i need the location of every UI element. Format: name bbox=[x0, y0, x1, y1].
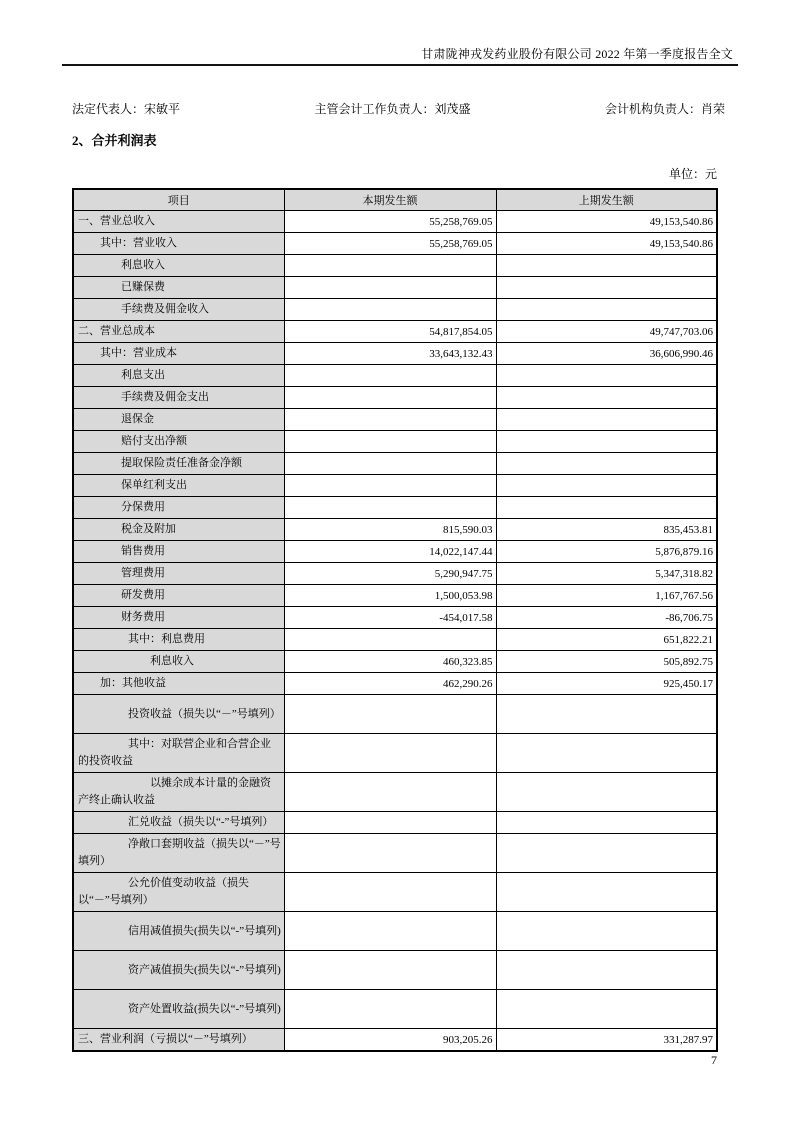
item-label-cell: 加：其他收益 bbox=[73, 673, 284, 695]
table-row bbox=[73, 990, 717, 1029]
prior-period-value-cell bbox=[496, 255, 717, 277]
table-row bbox=[73, 321, 717, 343]
current-period-value-cell: 14,022,147.44 bbox=[284, 541, 496, 563]
table-row bbox=[73, 673, 717, 695]
prior-period-value-cell bbox=[496, 497, 717, 519]
item-label-cell: 其中：营业收入 bbox=[73, 233, 284, 255]
current-period-value-cell bbox=[284, 951, 496, 990]
item-label-cell: 其中：对联营企业和合营企业的投资收益 bbox=[73, 734, 284, 773]
current-period-value-cell: 460,323.85 bbox=[284, 651, 496, 673]
current-period-value-cell bbox=[284, 365, 496, 387]
table-row bbox=[73, 519, 717, 541]
table-row bbox=[73, 343, 717, 365]
table-header-row bbox=[73, 189, 717, 211]
current-period-value-cell bbox=[284, 475, 496, 497]
unit-label: 单位：元 bbox=[668, 167, 717, 181]
prior-period-value-cell: 651,822.21 bbox=[496, 629, 717, 651]
item-label-cell: 税金及附加 bbox=[73, 519, 284, 541]
table-row bbox=[73, 734, 717, 773]
prior-period-value-cell bbox=[496, 990, 717, 1029]
prior-period-value-cell: 49,153,540.86 bbox=[496, 211, 717, 233]
prior-period-value-cell: 925,450.17 bbox=[496, 673, 717, 695]
table-row bbox=[73, 475, 717, 497]
item-label-cell: 手续费及佣金收入 bbox=[73, 299, 284, 321]
current-period-value-cell: 1,500,053.98 bbox=[284, 585, 496, 607]
item-label-cell: 销售费用 bbox=[73, 541, 284, 563]
current-period-value-cell bbox=[284, 255, 496, 277]
table-header bbox=[73, 189, 717, 211]
table-row bbox=[73, 563, 717, 585]
table-row bbox=[73, 585, 717, 607]
prior-period-value-cell: 331,287.97 bbox=[496, 1029, 717, 1052]
accounting-office-head-label: 会计机构负责人：肖荣 bbox=[604, 102, 725, 116]
prior-period-value-cell bbox=[496, 453, 717, 475]
current-period-value-cell bbox=[284, 695, 496, 734]
item-label-cell: 其中：营业成本 bbox=[73, 343, 284, 365]
current-period-value-cell bbox=[284, 812, 496, 834]
current-period-value-cell bbox=[284, 912, 496, 951]
prior-period-value-cell bbox=[496, 475, 717, 497]
table-row bbox=[73, 431, 717, 453]
table-row bbox=[73, 812, 717, 834]
current-period-value-cell: -454,017.58 bbox=[284, 607, 496, 629]
table-row bbox=[73, 607, 717, 629]
prior-period-value-cell: 36,606,990.46 bbox=[496, 343, 717, 365]
item-label-cell: 投资收益（损失以“－”号填列） bbox=[73, 695, 284, 734]
prior-period-value-cell: 5,876,879.16 bbox=[496, 541, 717, 563]
current-period-value-cell bbox=[284, 873, 496, 912]
table-row bbox=[73, 453, 717, 475]
item-label-cell: 利息支出 bbox=[73, 365, 284, 387]
prior-period-value-cell bbox=[496, 812, 717, 834]
current-period-value-cell bbox=[284, 990, 496, 1029]
prior-period-value-cell: 1,167,767.56 bbox=[496, 585, 717, 607]
prior-period-value-cell bbox=[496, 409, 717, 431]
current-period-value-cell: 54,817,854.05 bbox=[284, 321, 496, 343]
item-label-cell: 利息收入 bbox=[73, 255, 284, 277]
column-header-item: 项目 bbox=[73, 189, 284, 211]
item-label-cell: 已赚保费 bbox=[73, 277, 284, 299]
item-label-cell: 分保费用 bbox=[73, 497, 284, 519]
prior-period-value-cell bbox=[496, 431, 717, 453]
current-period-value-cell bbox=[284, 773, 496, 812]
table-row bbox=[73, 834, 717, 873]
current-period-value-cell bbox=[284, 277, 496, 299]
current-period-value-cell bbox=[284, 734, 496, 773]
signatories-row bbox=[72, 100, 725, 117]
prior-period-value-cell bbox=[496, 773, 717, 812]
current-period-value-cell bbox=[284, 431, 496, 453]
item-label-cell: 财务费用 bbox=[73, 607, 284, 629]
prior-period-value-cell: 49,153,540.86 bbox=[496, 233, 717, 255]
prior-period-value-cell bbox=[496, 387, 717, 409]
header-rule bbox=[62, 64, 738, 66]
current-period-value-cell: 55,258,769.05 bbox=[284, 211, 496, 233]
item-label-cell: 公允价值变动收益（损失以“－”号填列） bbox=[73, 873, 284, 912]
table-row bbox=[73, 277, 717, 299]
prior-period-value-cell: 505,892.75 bbox=[496, 651, 717, 673]
table-row bbox=[73, 497, 717, 519]
prior-period-value-cell: -86,706.75 bbox=[496, 607, 717, 629]
item-label-cell: 手续费及佣金支出 bbox=[73, 387, 284, 409]
current-period-value-cell bbox=[284, 299, 496, 321]
current-period-value-cell: 5,290,947.75 bbox=[284, 563, 496, 585]
table-row bbox=[73, 773, 717, 812]
chief-accountant-label: 主管会计工作负责人：刘茂盛 bbox=[314, 102, 471, 116]
item-label-cell: 以摊余成本计量的金融资产终止确认收益 bbox=[73, 773, 284, 812]
table-row bbox=[73, 951, 717, 990]
legal-representative-label: 法定代表人：宋敏平 bbox=[72, 102, 181, 116]
prior-period-value-cell bbox=[496, 695, 717, 734]
current-period-value-cell: 55,258,769.05 bbox=[284, 233, 496, 255]
table-row bbox=[73, 912, 717, 951]
item-label-cell: 保单红利支出 bbox=[73, 475, 284, 497]
item-label-cell: 退保金 bbox=[73, 409, 284, 431]
prior-period-value-cell: 49,747,703.06 bbox=[496, 321, 717, 343]
current-period-value-cell bbox=[284, 629, 496, 651]
prior-period-value-cell: 835,453.81 bbox=[496, 519, 717, 541]
table-row bbox=[73, 629, 717, 651]
item-label-cell: 赔付支出净额 bbox=[73, 431, 284, 453]
item-label-cell: 提取保险责任准备金净额 bbox=[73, 453, 284, 475]
current-period-value-cell: 33,643,132.43 bbox=[284, 343, 496, 365]
prior-period-value-cell bbox=[496, 834, 717, 873]
item-label-cell: 净敞口套期收益（损失以“－”号填列） bbox=[73, 834, 284, 873]
page-number: 7 bbox=[711, 1053, 717, 1067]
item-label-cell: 研发费用 bbox=[73, 585, 284, 607]
prior-period-value-cell: 5,347,318.82 bbox=[496, 563, 717, 585]
item-label-cell: 利息收入 bbox=[73, 651, 284, 673]
current-period-value-cell bbox=[284, 497, 496, 519]
table-row bbox=[73, 233, 717, 255]
prior-period-value-cell bbox=[496, 365, 717, 387]
prior-period-value-cell bbox=[496, 734, 717, 773]
income-statement-table bbox=[72, 188, 718, 1052]
table-row bbox=[73, 695, 717, 734]
current-period-value-cell bbox=[284, 409, 496, 431]
current-period-value-cell: 462,290.26 bbox=[284, 673, 496, 695]
table-row bbox=[73, 365, 717, 387]
column-header-current-period: 本期发生额 bbox=[284, 189, 496, 211]
item-label-cell: 资产减值损失(损失以“-”号填列) bbox=[73, 951, 284, 990]
prior-period-value-cell bbox=[496, 912, 717, 951]
prior-period-value-cell bbox=[496, 873, 717, 912]
item-label-cell: 汇兑收益（损失以“-”号填列） bbox=[73, 812, 284, 834]
table-row bbox=[73, 211, 717, 233]
table-row bbox=[73, 541, 717, 563]
current-period-value-cell: 815,590.03 bbox=[284, 519, 496, 541]
table-body bbox=[73, 211, 717, 1052]
section-title: 2、合并利润表 bbox=[72, 133, 157, 148]
report-header-title: 甘肃陇神戎发药业股份有限公司 2022 年第一季度报告全文 bbox=[421, 47, 733, 61]
prior-period-value-cell bbox=[496, 299, 717, 321]
item-label-cell: 其中：利息费用 bbox=[73, 629, 284, 651]
item-label-cell: 二、营业总成本 bbox=[73, 321, 284, 343]
item-label-cell: 一、营业总收入 bbox=[73, 211, 284, 233]
current-period-value-cell: 903,205.26 bbox=[284, 1029, 496, 1052]
current-period-value-cell bbox=[284, 453, 496, 475]
table-row bbox=[73, 873, 717, 912]
prior-period-value-cell bbox=[496, 951, 717, 990]
table-row bbox=[73, 387, 717, 409]
table-row bbox=[73, 299, 717, 321]
current-period-value-cell bbox=[284, 834, 496, 873]
item-label-cell: 资产处置收益(损失以“-”号填列) bbox=[73, 990, 284, 1029]
item-label-cell: 管理费用 bbox=[73, 563, 284, 585]
current-period-value-cell bbox=[284, 387, 496, 409]
table-row bbox=[73, 255, 717, 277]
item-label-cell: 三、营业利润（亏损以“－”号填列） bbox=[73, 1029, 284, 1052]
prior-period-value-cell bbox=[496, 277, 717, 299]
table-row bbox=[73, 409, 717, 431]
column-header-prior-period: 上期发生额 bbox=[496, 189, 717, 211]
item-label-cell: 信用减值损失(损失以“-”号填列) bbox=[73, 912, 284, 951]
table-row bbox=[73, 1029, 717, 1052]
table-row bbox=[73, 651, 717, 673]
